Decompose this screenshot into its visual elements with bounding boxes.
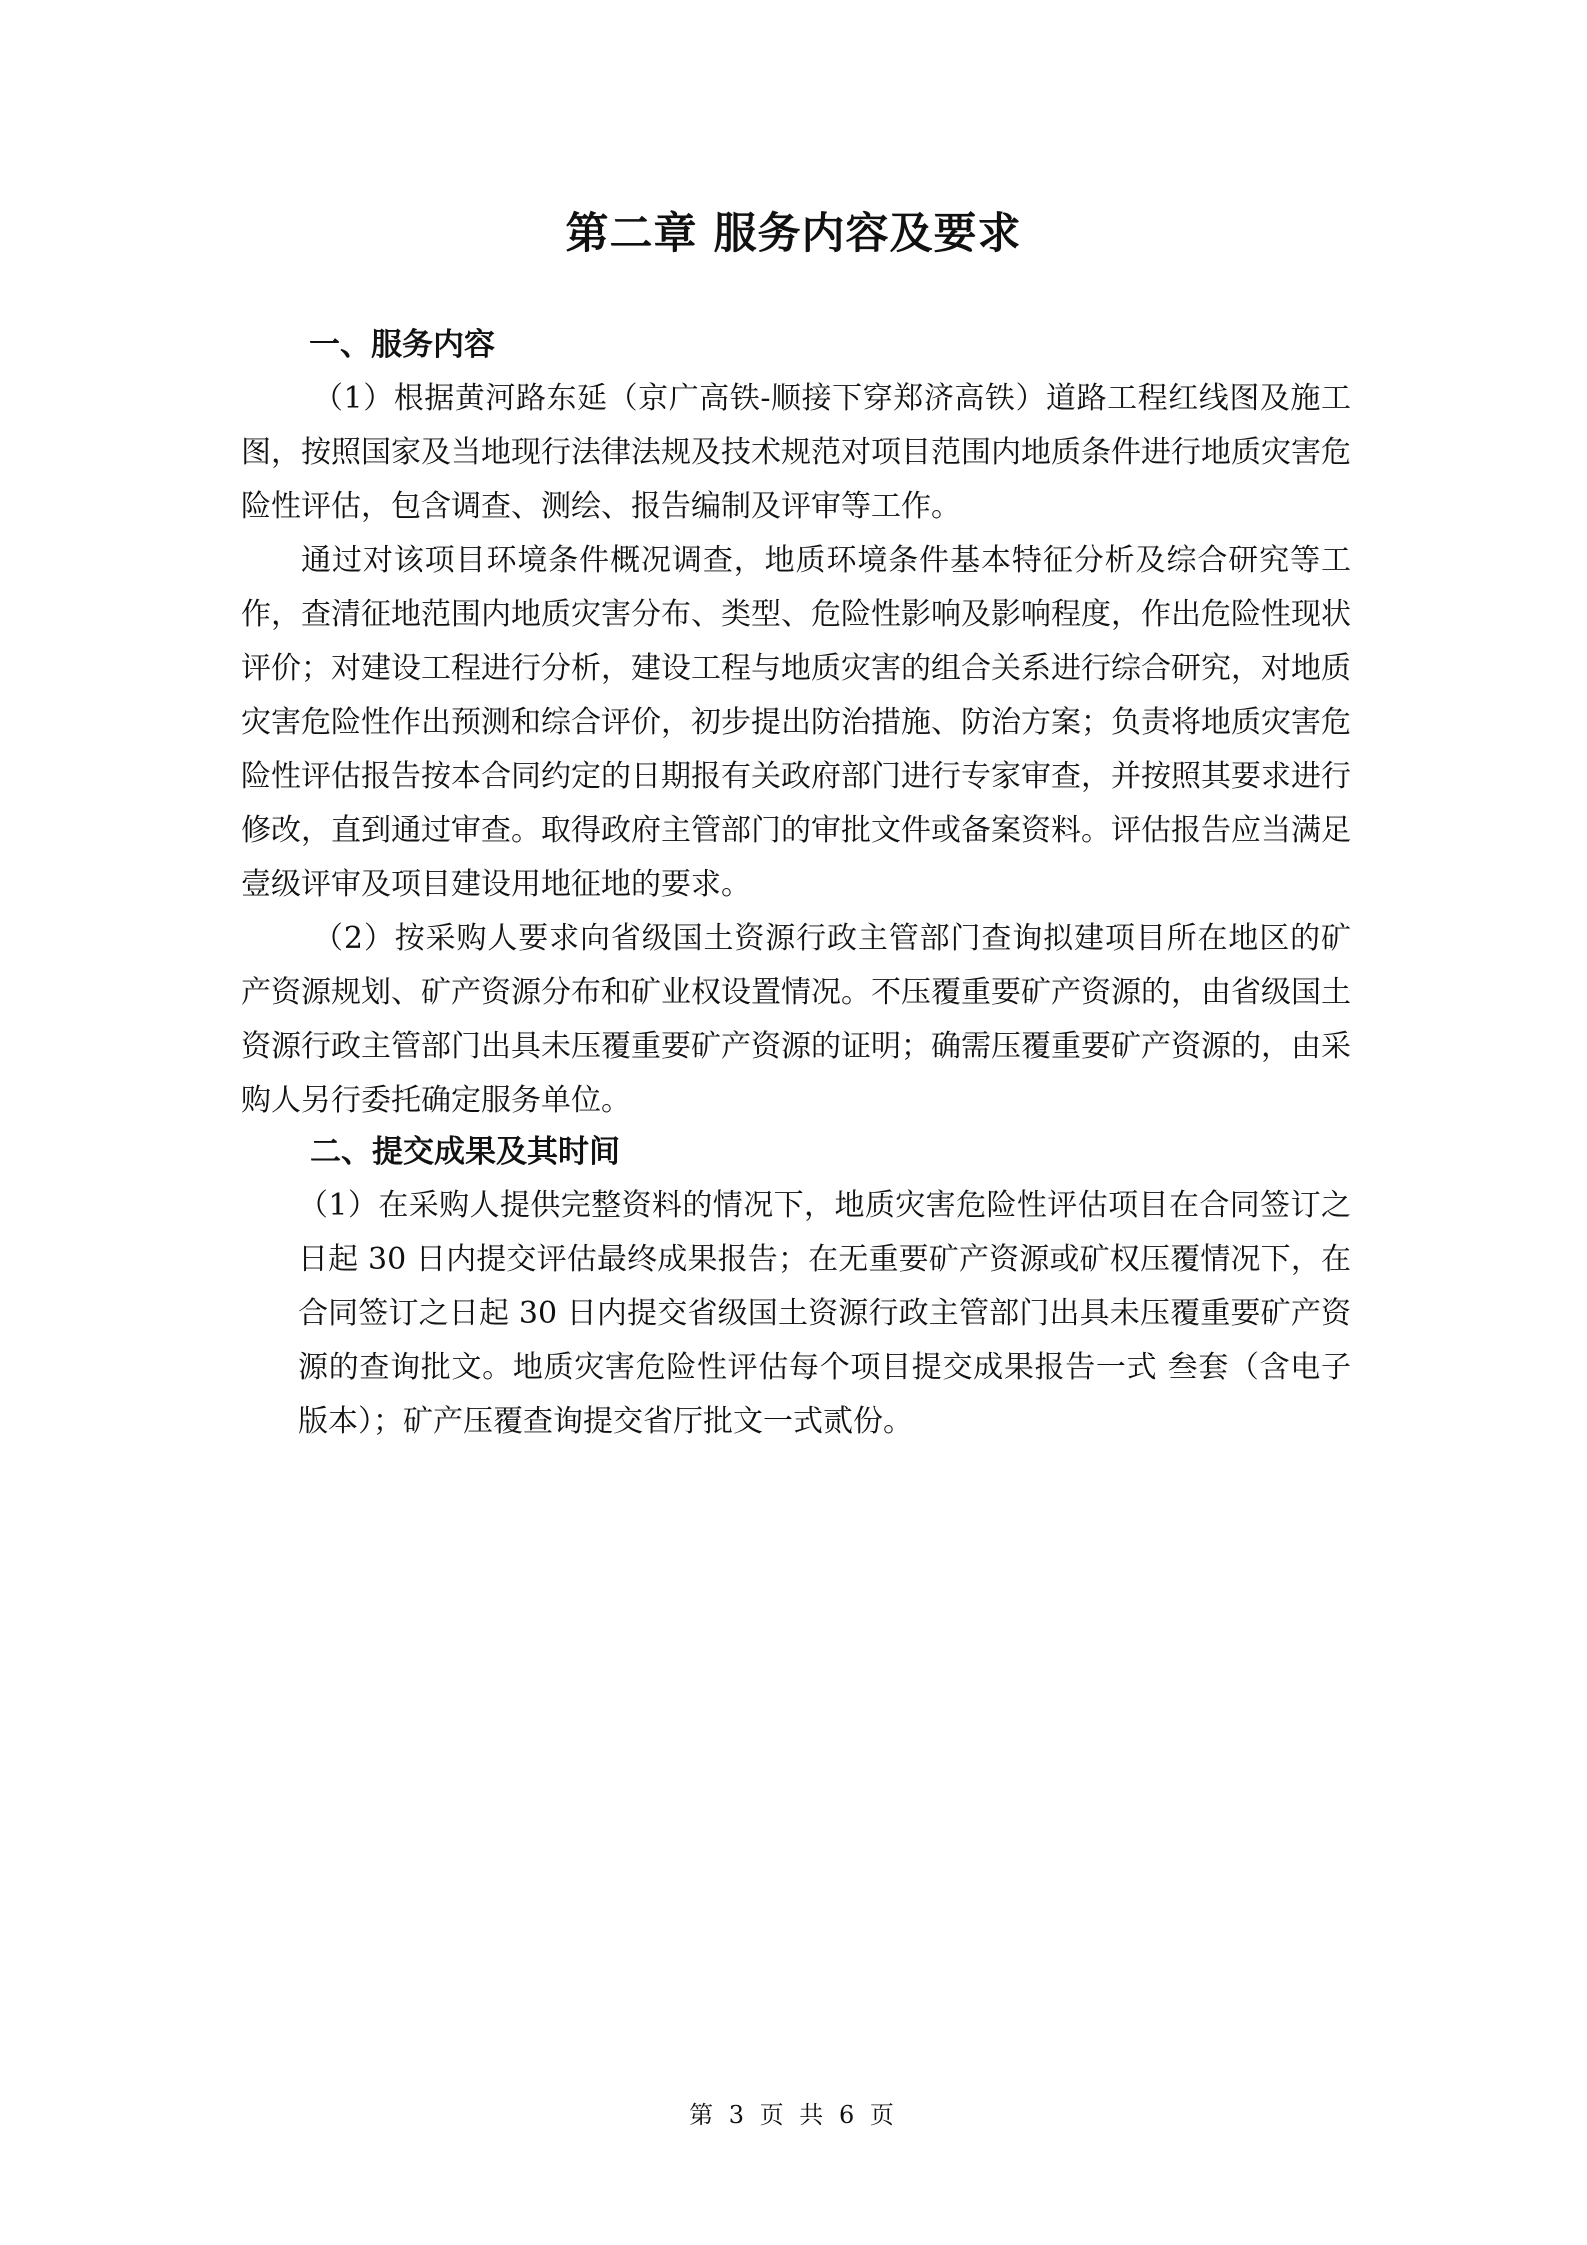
section-deliverables [298,1125,1351,1449]
paragraph: （2）按采购人要求向省级国土资源行政主管部门查询拟建项目所在地区的矿产资源规划、矿产资源分布和矿业权设置情况。不压覆重要矿产资源的，由省级国土资源行政主管部门出具未压覆重要矿产资源的证明；确需压覆重要矿产资源的，由采购人另行委托确定服务单位。 [241,921,1351,1118]
section-heading: 一、服务内容 [309,327,495,363]
paragraph: （1）在采购人提供完整资料的情况下，地质灾害危险性评估项目在合同签订之日起 30 日内提交评估最终成果报告；在无重要矿产资源或矿权压覆情况下，在合同签订之日起 30 日内提交省级国土资源行政主管部门出具未压覆重要矿产资源的查询批文。地质灾害危险性评估每个项目提交成果报告一式 叁套（含电子版本）；矿产压覆查询提交省厅批文一式贰份。 [298,1188,1351,1439]
chapter-title: 第二章 服务内容及要求 [565,209,1022,259]
page-number-footer: 第 3 页 共 6 页 [689,2101,898,2129]
paragraph: 通过对该项目环境条件概况调查，地质环境条件基本特征分析及综合研究等工作，查清征地范围内地质灾害分布、类型、危险性影响及影响程度，作出危险性现状评价；对建设工程进行分析，建设工程与地质灾害的组合关系进行综合研究，对地质灾害危险性作出预测和综合评价，初步提出防治措施、防治方案；负责将地质灾害危险性评估报告按本合同约定的日期报有关政府部门进行专家审查，并按照其要求进行修改，直到通过审查。取得政府主管部门的审批文件或备案资料。评估报告应当满足壹级评审及项目建设用地征地的要求。 [241,543,1351,902]
section-heading: 二、提交成果及其时间 [310,1134,620,1170]
section-service-content [241,318,1351,1128]
paragraph: （1）根据黄河路东延（京广高铁-顺接下穿郑济高铁）道路工程红线图及施工图，按照国家及当地现行法律法规及技术规范对项目范围内地质条件进行地质灾害危险性评估，包含调查、测绘、报告编制及评审等工作。 [241,381,1351,524]
